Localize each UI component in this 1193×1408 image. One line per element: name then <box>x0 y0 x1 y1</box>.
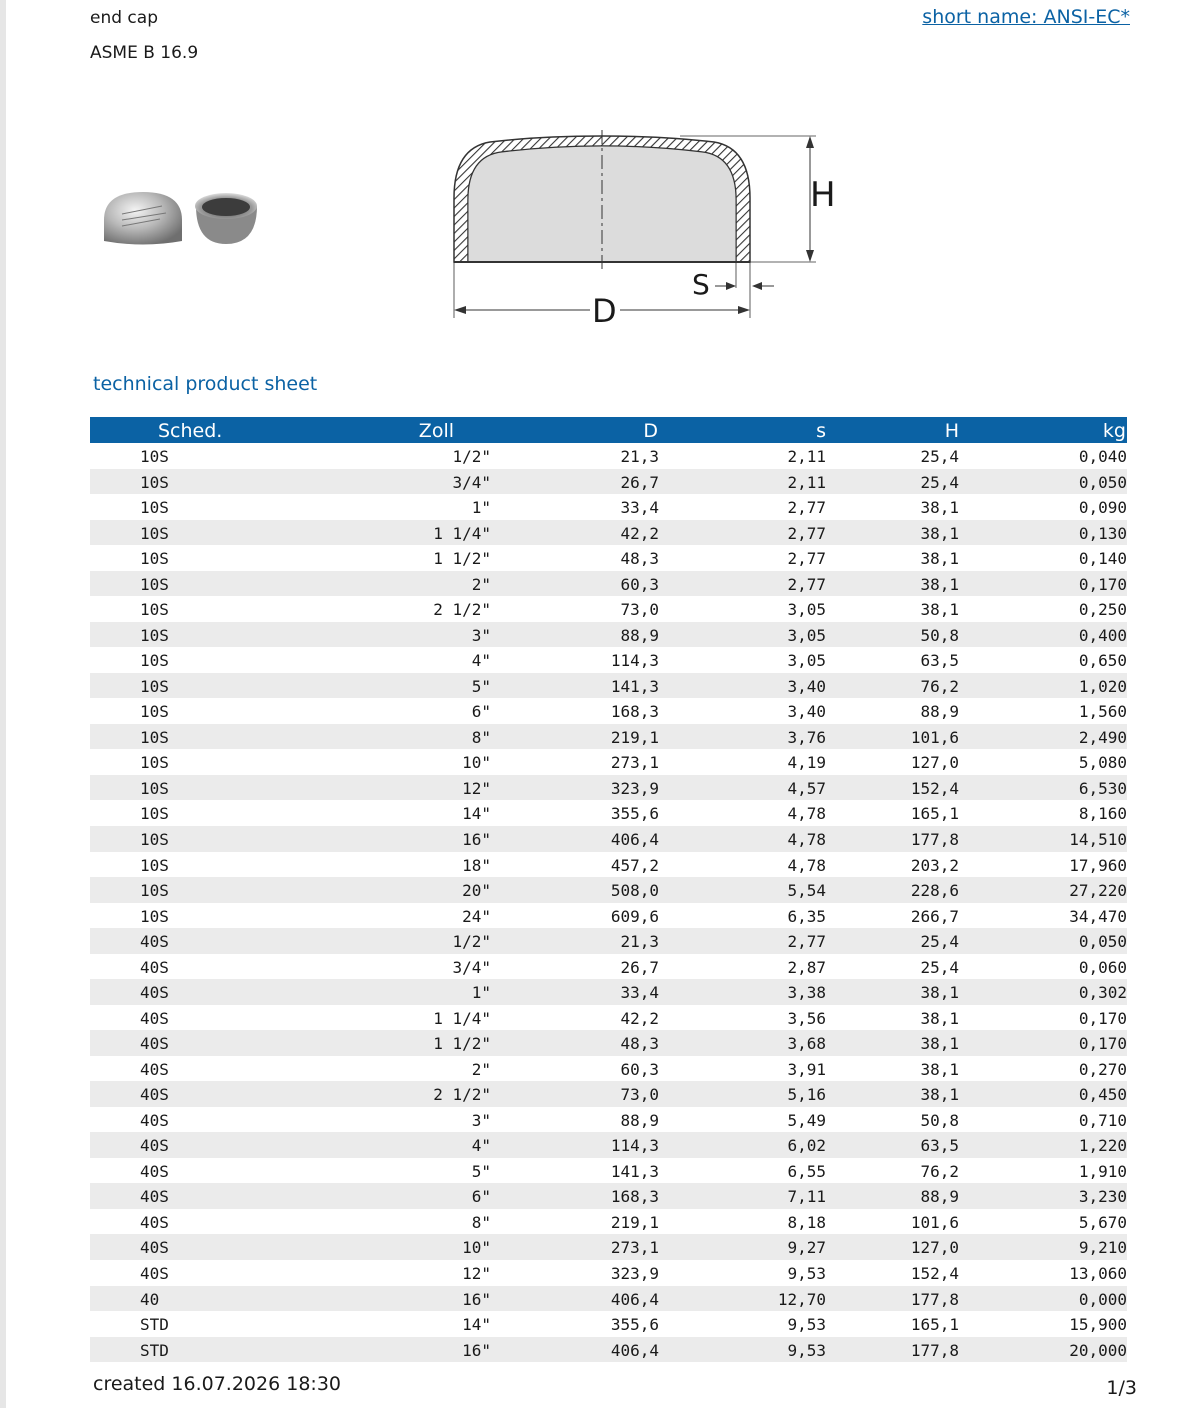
kg-cell: 0,000 <box>1078 1289 1127 1309</box>
table-row <box>90 852 1127 878</box>
table-row <box>90 1183 1127 1209</box>
sched-cell: 40S <box>140 1110 169 1130</box>
d-cell: 273,1 <box>610 1238 659 1258</box>
h-cell: 165,1 <box>910 804 959 824</box>
s-cell: 4,78 <box>787 804 826 824</box>
zoll-cell: 1" <box>471 983 491 1003</box>
zoll-cell: 14" <box>462 1315 491 1335</box>
s-cell: 9,53 <box>787 1340 826 1360</box>
d-cell: 508,0 <box>610 881 659 901</box>
zoll-cell: 4" <box>471 651 491 671</box>
d-cell: 26,7 <box>620 957 659 977</box>
s-cell: 3,05 <box>787 625 826 645</box>
d-cell: 141,3 <box>610 1161 659 1181</box>
zoll-cell: 16" <box>462 1289 491 1309</box>
zoll-cell: 14" <box>462 804 491 824</box>
zoll-cell: 2 1/2" <box>433 1085 491 1105</box>
d-cell: 88,9 <box>620 1110 659 1130</box>
kg-cell: 1,560 <box>1078 702 1127 722</box>
kg-cell: 0,040 <box>1078 447 1127 466</box>
kg-cell: 17,960 <box>1069 855 1127 875</box>
kg-cell: 0,450 <box>1078 1085 1127 1105</box>
d-cell: 168,3 <box>610 702 659 722</box>
table-row <box>90 724 1127 750</box>
kg-cell: 20,000 <box>1069 1340 1127 1360</box>
d-cell: 26,7 <box>620 472 659 492</box>
table-row <box>90 903 1127 929</box>
table-row <box>90 520 1127 546</box>
zoll-cell: 2" <box>471 1059 491 1079</box>
label-h: H <box>810 175 836 215</box>
h-cell: 63,5 <box>920 1136 959 1156</box>
table-row <box>90 1337 1127 1363</box>
table-row <box>90 1158 1127 1184</box>
sched-cell: 40S <box>140 1161 169 1181</box>
s-cell: 2,11 <box>787 472 826 492</box>
s-cell: 3,91 <box>787 1059 826 1079</box>
s-cell: 4,19 <box>787 753 826 773</box>
sched-cell: 40S <box>140 1187 169 1207</box>
created-timestamp: created 16.07.2026 18:30 <box>93 1373 341 1395</box>
d-cell: 406,4 <box>610 1289 659 1309</box>
d-cell: 33,4 <box>620 498 659 518</box>
label-s: S <box>692 268 710 301</box>
sched-cell: 40S <box>140 983 169 1003</box>
header-zoll: Zoll <box>418 420 454 442</box>
h-cell: 101,6 <box>910 727 959 747</box>
d-cell: 60,3 <box>620 1059 659 1079</box>
zoll-cell: 18" <box>462 855 491 875</box>
s-cell: 2,77 <box>787 523 826 543</box>
page-number: 1/3 <box>1106 1377 1137 1399</box>
h-cell: 63,5 <box>920 651 959 671</box>
zoll-cell: 2" <box>471 574 491 594</box>
sched-cell: 10S <box>140 574 169 594</box>
table-row <box>90 1311 1127 1337</box>
h-cell: 152,4 <box>910 1264 959 1283</box>
kg-cell: 0,650 <box>1078 651 1127 671</box>
sched-cell: 10S <box>140 472 169 492</box>
zoll-cell: 3" <box>471 1110 491 1130</box>
s-cell: 2,87 <box>787 957 826 977</box>
zoll-cell: 2 1/2" <box>433 600 491 620</box>
kg-cell: 0,302 <box>1078 983 1127 1003</box>
sched-cell: 40S <box>140 932 169 952</box>
end-cap-photo-open <box>195 193 257 244</box>
d-cell: 114,3 <box>610 651 659 671</box>
kg-cell: 0,710 <box>1078 1110 1127 1130</box>
kg-cell: 27,220 <box>1069 881 1127 901</box>
table-row <box>90 647 1127 673</box>
kg-cell: 1,910 <box>1078 1161 1127 1181</box>
kg-cell: 6,530 <box>1078 778 1127 798</box>
s-cell: 12,70 <box>777 1289 826 1309</box>
sched-cell: STD <box>140 1315 169 1335</box>
s-cell: 3,38 <box>787 983 826 1003</box>
zoll-cell: 3/4" <box>452 472 491 492</box>
sched-cell: 10S <box>140 881 169 901</box>
kg-cell: 0,050 <box>1078 472 1127 492</box>
zoll-cell: 12" <box>462 778 491 798</box>
zoll-cell: 6" <box>471 702 491 722</box>
sched-cell: 10S <box>140 523 169 543</box>
zoll-cell: 10" <box>462 753 491 773</box>
s-cell: 9,53 <box>787 1264 826 1283</box>
h-cell: 266,7 <box>910 906 959 926</box>
table-row <box>90 1030 1127 1056</box>
d-cell: 141,3 <box>610 676 659 696</box>
d-cell: 114,3 <box>610 1136 659 1156</box>
s-cell: 4,78 <box>787 829 826 849</box>
header-s: s <box>816 420 826 442</box>
kg-cell: 0,170 <box>1078 1034 1127 1054</box>
h-cell: 177,8 <box>910 829 959 849</box>
sched-cell: 10S <box>140 727 169 747</box>
d-cell: 42,2 <box>620 523 659 543</box>
d-cell: 21,3 <box>620 932 659 952</box>
h-cell: 38,1 <box>920 1008 959 1028</box>
sched-cell: 10S <box>140 855 169 875</box>
h-cell: 38,1 <box>920 574 959 594</box>
sched-cell: 10S <box>140 498 169 518</box>
table-row <box>90 1132 1127 1158</box>
table-row <box>90 928 1127 954</box>
s-cell: 3,40 <box>787 676 826 696</box>
d-cell: 323,9 <box>610 1264 659 1283</box>
sched-cell: 10S <box>140 447 169 466</box>
zoll-cell: 12" <box>462 1264 491 1283</box>
zoll-cell: 16" <box>462 1340 491 1360</box>
table-row <box>90 494 1127 520</box>
table-row <box>90 954 1127 980</box>
d-cell: 73,0 <box>620 600 659 620</box>
d-cell: 355,6 <box>610 1315 659 1335</box>
kg-cell: 14,510 <box>1069 829 1127 849</box>
h-cell: 152,4 <box>910 778 959 798</box>
product-photo <box>100 186 265 250</box>
kg-cell: 13,060 <box>1069 1264 1127 1283</box>
zoll-cell: 8" <box>471 727 491 747</box>
s-cell: 5,54 <box>787 881 826 901</box>
kg-cell: 8,160 <box>1078 804 1127 824</box>
d-cell: 219,1 <box>610 727 659 747</box>
sched-cell: 10S <box>140 651 169 671</box>
table-body <box>90 443 1127 1362</box>
d-cell: 60,3 <box>620 574 659 594</box>
zoll-cell: 6" <box>471 1187 491 1207</box>
d-cell: 609,6 <box>610 906 659 926</box>
zoll-cell: 24" <box>462 906 491 926</box>
h-cell: 38,1 <box>920 549 959 569</box>
table-row <box>90 1107 1127 1133</box>
table-row <box>90 749 1127 775</box>
h-cell: 165,1 <box>910 1315 959 1335</box>
d-cell: 323,9 <box>610 778 659 798</box>
zoll-cell: 4" <box>471 1136 491 1156</box>
kg-cell: 0,270 <box>1078 1059 1127 1079</box>
table-row <box>90 877 1127 903</box>
table-row <box>90 443 1127 469</box>
table-row <box>90 979 1127 1005</box>
table-header-row <box>90 417 1127 443</box>
s-cell: 9,53 <box>787 1315 826 1335</box>
kg-cell: 15,900 <box>1069 1315 1127 1335</box>
sched-cell: 40S <box>140 1136 169 1156</box>
end-cap-technical-drawing <box>440 128 836 330</box>
s-cell: 7,11 <box>787 1187 826 1207</box>
s-cell: 4,57 <box>787 778 826 798</box>
sched-cell: STD <box>140 1340 169 1360</box>
zoll-cell: 1/2" <box>452 447 491 466</box>
header-h: H <box>944 420 959 442</box>
kg-cell: 1,020 <box>1078 676 1127 696</box>
table-row <box>90 1286 1127 1312</box>
table-row <box>90 596 1127 622</box>
s-cell: 3,76 <box>787 727 826 747</box>
h-cell: 25,4 <box>920 957 959 977</box>
table-row <box>90 1234 1127 1260</box>
sched-cell: 40S <box>140 1264 169 1283</box>
sched-cell: 10S <box>140 600 169 620</box>
label-d: D <box>592 292 617 330</box>
table-row <box>90 1209 1127 1235</box>
h-cell: 88,9 <box>920 702 959 722</box>
table-row <box>90 1056 1127 1082</box>
table-row <box>90 545 1127 571</box>
s-cell: 5,49 <box>787 1110 826 1130</box>
product-standard: ASME B 16.9 <box>90 43 199 63</box>
s-cell: 2,77 <box>787 932 826 952</box>
sched-cell: 10S <box>140 778 169 798</box>
h-cell: 25,4 <box>920 472 959 492</box>
s-cell: 2,77 <box>787 574 826 594</box>
sched-cell: 40S <box>140 957 169 977</box>
s-cell: 3,56 <box>787 1008 826 1028</box>
zoll-cell: 20" <box>462 881 491 901</box>
table-row <box>90 673 1127 699</box>
end-cap-photo-closed <box>104 192 182 245</box>
s-cell: 6,55 <box>787 1161 826 1181</box>
s-cell: 3,05 <box>787 600 826 620</box>
product-title: end cap <box>90 8 158 28</box>
kg-cell: 3,230 <box>1078 1187 1127 1207</box>
kg-cell: 1,220 <box>1078 1136 1127 1156</box>
zoll-cell: 1/2" <box>452 932 491 952</box>
kg-cell: 9,210 <box>1078 1238 1127 1258</box>
s-cell: 4,78 <box>787 855 826 875</box>
s-cell: 3,40 <box>787 702 826 722</box>
zoll-cell: 1 1/2" <box>433 549 491 569</box>
h-cell: 127,0 <box>910 753 959 773</box>
kg-cell: 2,490 <box>1078 727 1127 747</box>
h-cell: 50,8 <box>920 1110 959 1130</box>
kg-cell: 0,170 <box>1078 1008 1127 1028</box>
zoll-cell: 10" <box>462 1238 491 1258</box>
d-cell: 88,9 <box>620 625 659 645</box>
d-cell: 219,1 <box>610 1212 659 1232</box>
d-cell: 355,6 <box>610 804 659 824</box>
h-cell: 38,1 <box>920 983 959 1003</box>
sched-cell: 10S <box>140 804 169 824</box>
table-row <box>90 1260 1127 1286</box>
h-cell: 76,2 <box>920 1161 959 1181</box>
kg-cell: 0,090 <box>1078 498 1127 518</box>
sched-cell: 10S <box>140 753 169 773</box>
d-cell: 406,4 <box>610 829 659 849</box>
sched-cell: 10S <box>140 549 169 569</box>
zoll-cell: 1 1/2" <box>433 1034 491 1054</box>
header-d: D <box>643 420 658 442</box>
sched-cell: 40S <box>140 1085 169 1105</box>
zoll-cell: 8" <box>471 1212 491 1232</box>
h-cell: 25,4 <box>920 932 959 952</box>
h-cell: 177,8 <box>910 1340 959 1360</box>
sched-cell: 40S <box>140 1008 169 1028</box>
h-cell: 38,1 <box>920 1034 959 1054</box>
sched-cell: 10S <box>140 906 169 926</box>
table-row <box>90 469 1127 495</box>
s-cell: 8,18 <box>787 1212 826 1232</box>
zoll-cell: 5" <box>471 676 491 696</box>
header-sched: Sched. <box>158 420 223 442</box>
s-cell: 3,68 <box>787 1034 826 1054</box>
kg-cell: 5,080 <box>1078 753 1127 773</box>
sched-cell: 10S <box>140 702 169 722</box>
table-row <box>90 826 1127 852</box>
zoll-cell: 1 1/4" <box>433 523 491 543</box>
sched-cell: 10S <box>140 829 169 849</box>
d-cell: 73,0 <box>620 1085 659 1105</box>
h-cell: 88,9 <box>920 1187 959 1207</box>
d-cell: 168,3 <box>610 1187 659 1207</box>
table-row <box>90 775 1127 801</box>
d-cell: 21,3 <box>620 447 659 466</box>
d-cell: 33,4 <box>620 983 659 1003</box>
kg-cell: 0,400 <box>1078 625 1127 645</box>
zoll-cell: 1" <box>471 498 491 518</box>
s-cell: 6,02 <box>787 1136 826 1156</box>
table-row <box>90 698 1127 724</box>
zoll-cell: 5" <box>471 1161 491 1181</box>
kg-cell: 0,050 <box>1078 932 1127 952</box>
h-cell: 38,1 <box>920 1085 959 1105</box>
s-cell: 5,16 <box>787 1085 826 1105</box>
zoll-cell: 3/4" <box>452 957 491 977</box>
s-cell: 2,77 <box>787 498 826 518</box>
sched-cell: 10S <box>140 676 169 696</box>
s-cell: 9,27 <box>787 1238 826 1258</box>
h-cell: 177,8 <box>910 1289 959 1309</box>
zoll-cell: 1 1/4" <box>433 1008 491 1028</box>
s-cell: 2,77 <box>787 549 826 569</box>
h-cell: 76,2 <box>920 676 959 696</box>
d-cell: 406,4 <box>610 1340 659 1360</box>
dimension-table <box>90 417 1127 1362</box>
s-cell: 6,35 <box>787 906 826 926</box>
h-cell: 228,6 <box>910 881 959 901</box>
d-cell: 48,3 <box>620 1034 659 1054</box>
section-title: technical product sheet <box>93 373 318 395</box>
sched-cell: 10S <box>140 625 169 645</box>
header-kg: kg <box>1102 420 1126 442</box>
zoll-cell: 16" <box>462 829 491 849</box>
h-cell: 203,2 <box>910 855 959 875</box>
h-cell: 101,6 <box>910 1212 959 1232</box>
h-cell: 38,1 <box>920 523 959 543</box>
kg-cell: 5,670 <box>1078 1212 1127 1232</box>
d-cell: 48,3 <box>620 549 659 569</box>
short-name-link[interactable]: short name: ANSI-EC* <box>922 6 1130 28</box>
h-cell: 25,4 <box>920 447 959 466</box>
table-row <box>90 571 1127 597</box>
s-cell: 3,05 <box>787 651 826 671</box>
page-left-margin-rule <box>0 0 6 1408</box>
sched-cell: 40S <box>140 1059 169 1079</box>
h-cell: 38,1 <box>920 1059 959 1079</box>
kg-cell: 0,130 <box>1078 523 1127 543</box>
s-cell: 2,11 <box>787 447 826 466</box>
kg-cell: 0,060 <box>1078 957 1127 977</box>
h-cell: 38,1 <box>920 600 959 620</box>
sched-cell: 40S <box>140 1212 169 1232</box>
h-cell: 127,0 <box>910 1238 959 1258</box>
d-cell: 273,1 <box>610 753 659 773</box>
sched-cell: 40S <box>140 1034 169 1054</box>
kg-cell: 0,170 <box>1078 574 1127 594</box>
h-cell: 38,1 <box>920 498 959 518</box>
table-row <box>90 1005 1127 1031</box>
kg-cell: 0,140 <box>1078 549 1127 569</box>
sched-cell: 40 <box>140 1289 160 1309</box>
kg-cell: 0,250 <box>1078 600 1127 620</box>
table-row <box>90 622 1127 648</box>
sched-cell: 40S <box>140 1238 169 1258</box>
d-cell: 42,2 <box>620 1008 659 1028</box>
kg-cell: 34,470 <box>1069 906 1127 926</box>
table-row <box>90 800 1127 826</box>
table-row <box>90 1081 1127 1107</box>
zoll-cell: 3" <box>471 625 491 645</box>
d-cell: 457,2 <box>610 855 659 875</box>
h-cell: 50,8 <box>920 625 959 645</box>
